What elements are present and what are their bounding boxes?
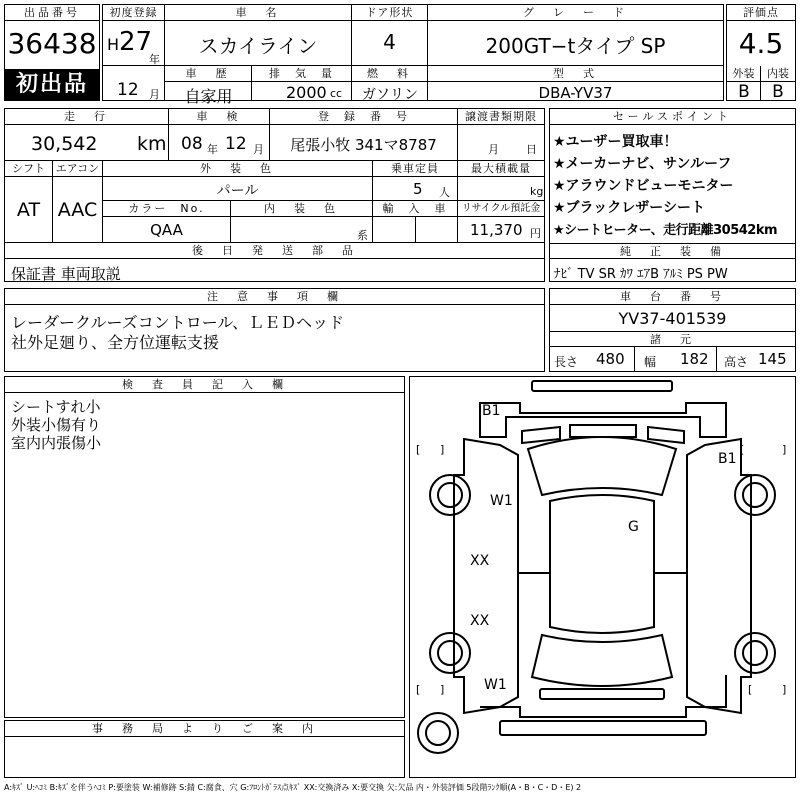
office-box <box>4 720 405 778</box>
shift-label: シフト <box>5 161 53 177</box>
equipment: ﾅﾋﾞ TV SR ｶﾜ ｴｱB ｱﾙﾐ PS PW <box>554 267 728 282</box>
import-label: 輸 入 車 <box>373 201 458 217</box>
height: 145 <box>758 350 787 368</box>
door-cell <box>352 21 428 66</box>
mark-g: G <box>628 519 639 535</box>
inspector-box <box>4 376 405 718</box>
inspector-label: 検 査 員 記 入 欄 <box>5 377 404 393</box>
inspection-cell <box>169 125 270 161</box>
mileage: 30,542 <box>31 133 98 155</box>
chassis-box <box>549 288 796 372</box>
maxload-label: 最大積載量 <box>458 161 544 177</box>
capacity-unit: 人 <box>439 186 450 199</box>
grade-cell <box>428 21 723 66</box>
reg-year: 27 <box>119 27 153 57</box>
model: DBA-YV37 <box>538 84 613 102</box>
first-entry-badge: 初出品 <box>5 69 99 100</box>
history-label: 車 歴 <box>165 66 252 82</box>
plate-cell <box>270 125 458 161</box>
height-label: 高さ <box>724 355 749 369</box>
mark-xx-1: XX <box>470 553 490 569</box>
sales-item-5: ★シートヒーター、走行距離30542km <box>553 223 778 238</box>
svg-text:[: [ <box>416 443 421 456</box>
lot-label: 出品番号 <box>5 5 99 21</box>
inspector-line-3: 室内内張傷小 <box>11 434 102 452</box>
reg-cell <box>103 21 165 66</box>
colorno-cell <box>103 217 231 243</box>
notes-line-2: 社外足廻り、全方位運転支援 <box>11 333 220 352</box>
grade-label: グ レ ー ド <box>428 5 723 21</box>
sales-item-2: ★メーカーナビ、サンルーフ <box>553 156 732 172</box>
followup: 保証書 車両取説 <box>11 265 121 283</box>
svg-text:]: ] <box>782 443 787 456</box>
color: パール <box>216 183 259 199</box>
sales-item-3: ★アラウンドビューモニター <box>553 178 734 194</box>
capacity-cell <box>373 177 458 201</box>
mark-w1-top: W1 <box>490 493 513 509</box>
displacement-unit: cc <box>330 87 343 100</box>
mark-b1-right: B1 <box>718 451 737 467</box>
svg-text:[: [ <box>740 443 745 456</box>
mark-xx-2: XX <box>470 613 490 629</box>
svg-text:]: ] <box>440 443 445 456</box>
displacement-cell <box>252 82 352 100</box>
mileage-cell <box>5 125 169 161</box>
inspection-month-unit: 月 <box>253 143 264 156</box>
model-label: 型 式 <box>428 66 723 82</box>
score: 4.5 <box>738 27 784 60</box>
import-cell <box>373 217 458 243</box>
svg-text:]: ] <box>440 683 445 696</box>
followup-label: 後 日 発 送 部 品 <box>5 243 544 259</box>
reg-month-unit: 月 <box>149 88 160 101</box>
inspector-line-1: シートすれ小 <box>11 398 101 416</box>
aircon: AAC <box>57 199 98 221</box>
recycle-unit: 円 <box>530 227 541 240</box>
plate-label: 登 録 番 号 <box>270 109 458 125</box>
grade: 200GT−tタイプ SP <box>485 34 666 58</box>
exterior-score: B <box>738 82 750 102</box>
sales-item-1: ★ユーザー買取車！ <box>553 134 678 150</box>
width-label: 幅 <box>644 355 657 369</box>
carname: スカイライン <box>198 34 318 58</box>
svg-text:[: [ <box>748 683 753 696</box>
inspection-label: 車 検 <box>169 109 270 125</box>
exterior-label: 外装 <box>727 66 761 82</box>
door-label: ドア形状 <box>352 5 428 21</box>
colorno-label: カラー No. <box>103 201 231 217</box>
intcolor-cell <box>231 217 373 243</box>
recycle: 11,370 <box>470 221 523 239</box>
chassis: YV37-401539 <box>618 309 727 328</box>
intcolor-label: 内 装 色 <box>231 201 373 217</box>
maxload-cell <box>458 177 544 201</box>
inspection-year-unit: 年 <box>207 143 218 156</box>
reg-month: 12 <box>117 80 139 100</box>
history: 自家用 <box>184 87 233 106</box>
sales-item-4: ★ブラックレザーシート <box>553 200 705 216</box>
intcolor-unit: 系 <box>357 229 368 242</box>
inspector-line-2: 外装小傷有り <box>11 416 102 434</box>
notes-label: 注 意 事 項 欄 <box>5 289 544 305</box>
door: 4 <box>383 30 396 54</box>
car-diagram <box>410 377 795 777</box>
inspection-month: 12 <box>225 134 247 154</box>
chassis-label: 車 台 番 号 <box>550 289 795 305</box>
sales-box <box>549 108 796 282</box>
equipment-label: 純 正 装 備 <box>550 243 795 259</box>
displacement-label: 排 気 量 <box>252 66 352 82</box>
plate: 尾張小牧 341マ8787 <box>290 136 437 154</box>
shift-cell <box>5 177 53 243</box>
mark-b1-front: B1 <box>482 403 501 419</box>
reg-year-unit: 年 <box>149 53 160 66</box>
color-cell <box>103 177 373 201</box>
lot-number: 36438 <box>7 27 97 60</box>
length-label: 長さ <box>554 355 579 369</box>
transfer-cell <box>458 125 544 161</box>
reg-month-cell <box>103 66 165 100</box>
score-label: 評価点 <box>727 5 795 21</box>
interior-score: B <box>772 82 784 102</box>
displacement: 2000 <box>286 83 327 102</box>
carname-label: 車 名 <box>165 5 352 21</box>
notes-line-1: レーダークルーズコントロール、ＬＥＤヘッド <box>11 313 345 332</box>
dims-label: 諸 元 <box>550 331 795 347</box>
details-box <box>4 108 545 282</box>
recycle-label: リサイクル預託金 <box>458 201 544 217</box>
recycle-cell <box>458 217 544 243</box>
transfer-month-unit: 月 <box>488 143 499 156</box>
svg-text:[: [ <box>416 683 421 696</box>
length: 480 <box>596 350 625 368</box>
carname-cell <box>165 21 352 66</box>
color-label: 外 装 色 <box>103 161 373 177</box>
maxload-unit: kg <box>530 185 544 198</box>
transfer-day-unit: 日 <box>526 143 537 156</box>
legend: A:ｷｽﾞ U:ﾍｺﾐ B:ｷｽﾞを伴うﾍｺﾐ P:要塗装 W:補修跡 S:錆 C:腐食、穴 G:ﾌﾛﾝﾄｶﾞﾗｽ点ｷｽﾞ XX:交換済み X:要交換 欠:欠品 内・外装評価 5段階ﾗﾝｸ順(A・B・C・D・E) 2 <box>4 783 582 792</box>
era: H <box>107 35 120 54</box>
reg-label: 初度登録 <box>103 5 165 21</box>
capacity-label: 乗車定員 <box>373 161 458 177</box>
shift: AT <box>16 199 41 221</box>
transfer-label: 譲渡書類期限 <box>458 109 544 125</box>
fuel-label: 燃 料 <box>352 66 428 82</box>
sales-label: セールスポイント <box>550 109 795 125</box>
svg-text:]: ] <box>782 683 787 696</box>
fuel: ガソリン <box>362 87 418 103</box>
interior-label: 内装 <box>761 66 795 82</box>
lot-box <box>4 4 100 101</box>
car-diagram-box <box>409 376 796 778</box>
score-box <box>726 4 796 101</box>
aircon-cell <box>53 177 103 243</box>
mileage-label: 走 行 <box>5 109 169 125</box>
main-header <box>102 4 724 106</box>
mileage-unit: km <box>137 133 167 155</box>
mark-w1-bottom: W1 <box>484 677 507 693</box>
aircon-label: エアコン <box>53 161 103 177</box>
inspection-year: 08 <box>181 134 203 154</box>
width: 182 <box>680 350 709 368</box>
colorno: QAA <box>150 221 183 239</box>
office-label: 事 務 局 よ り ご 案 内 <box>5 721 404 737</box>
capacity: 5 <box>413 180 423 198</box>
notes-box <box>4 288 545 372</box>
